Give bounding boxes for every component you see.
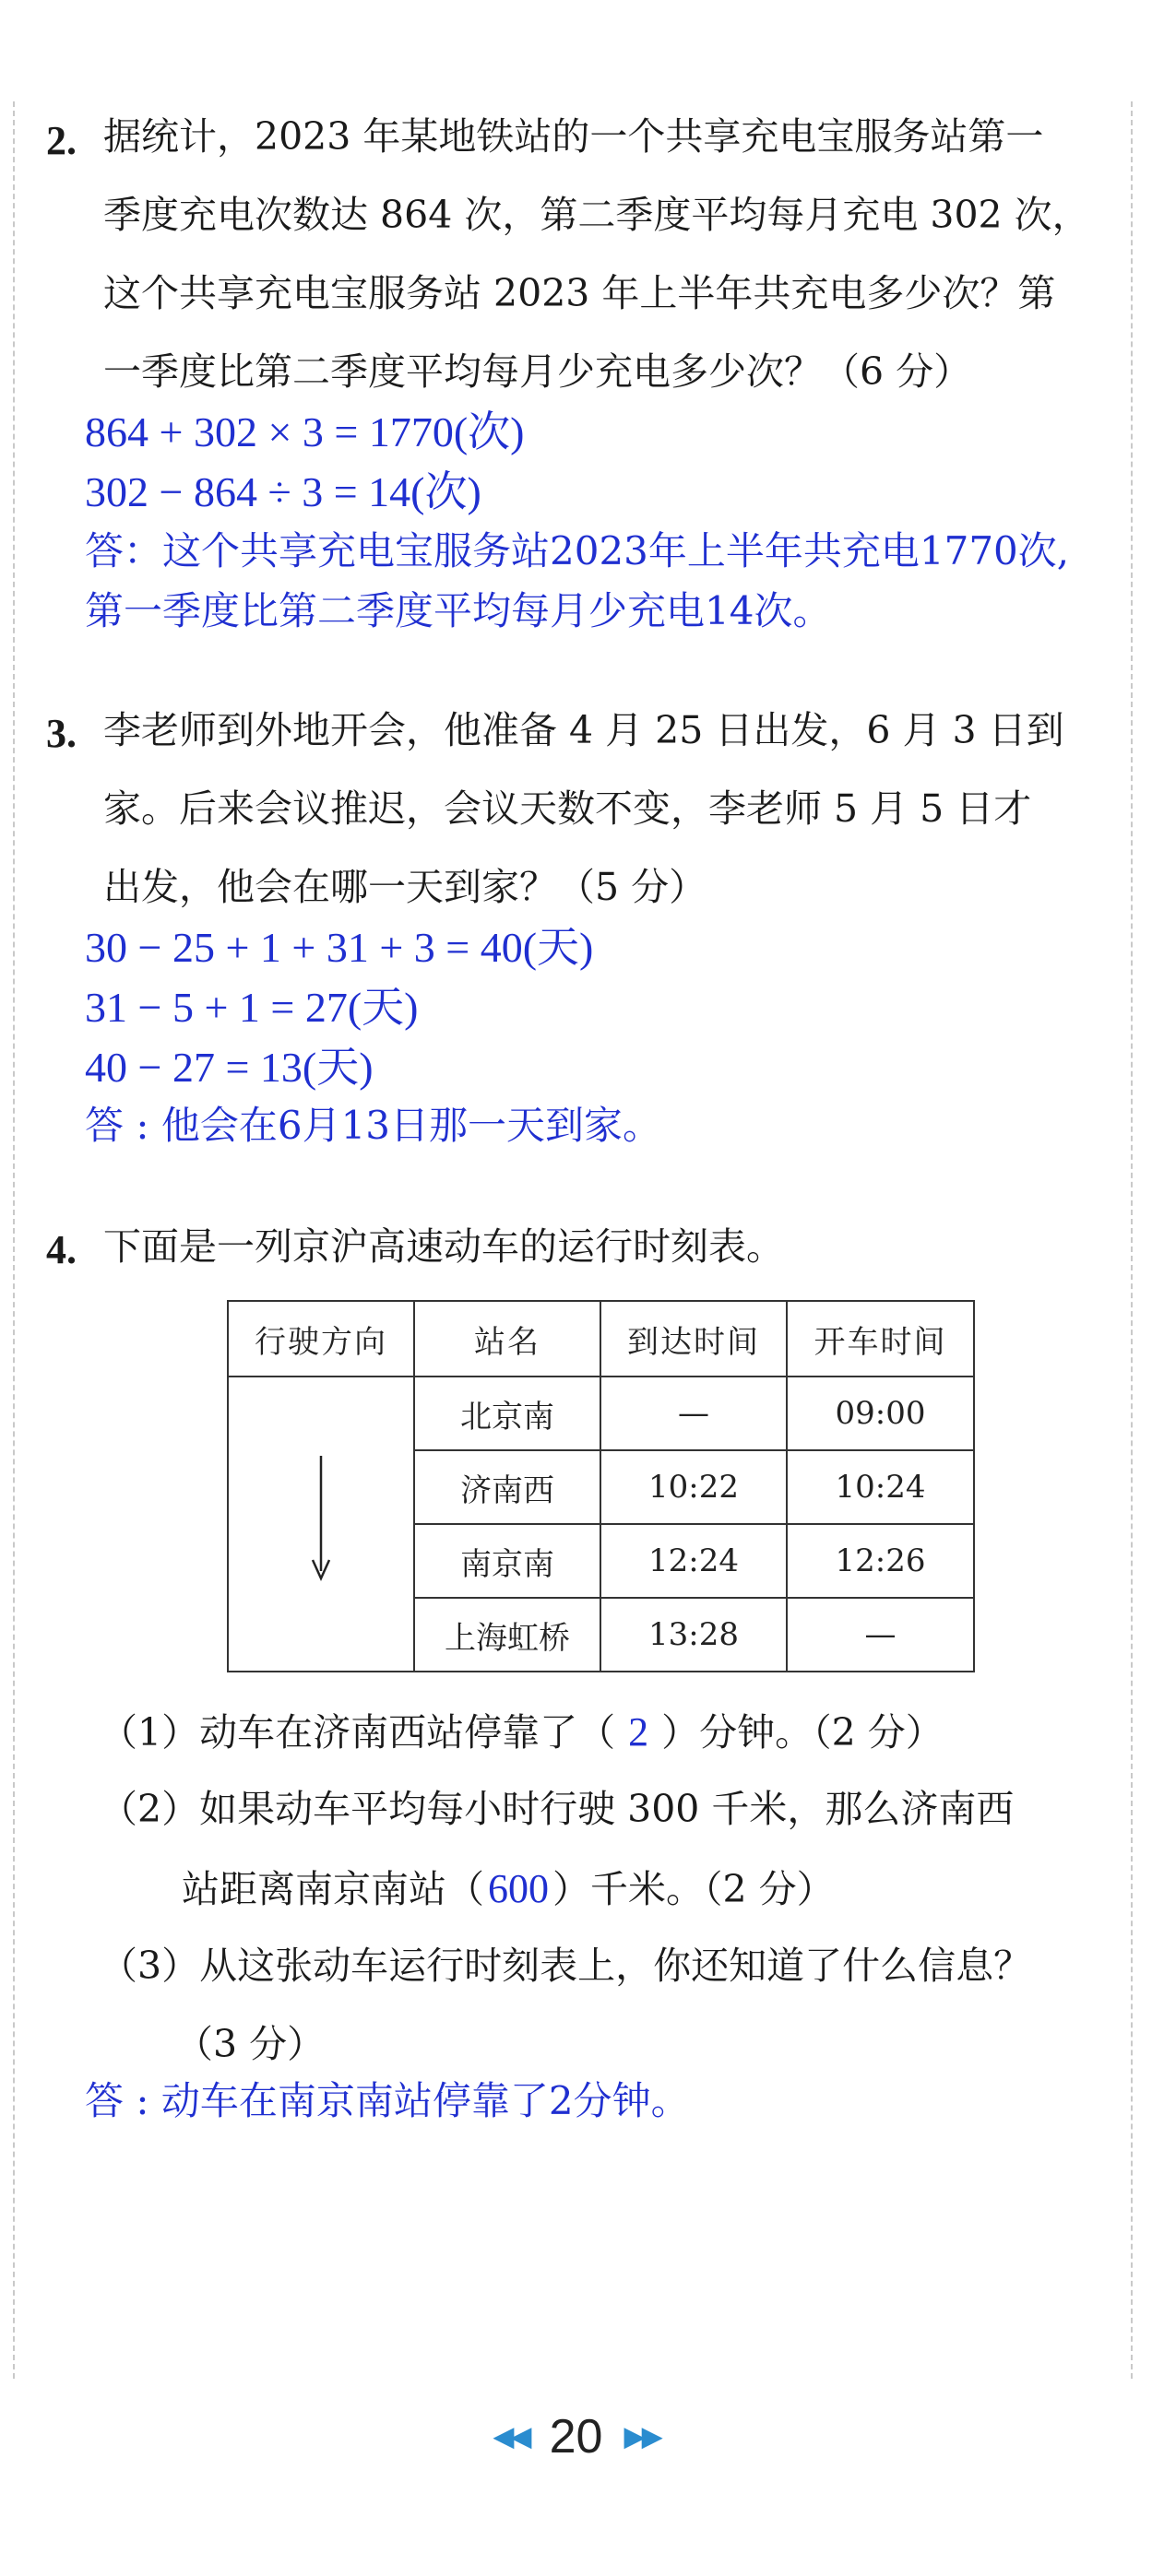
q4-sub2-answer: 600 — [488, 1866, 549, 1911]
q4-sub1-answer: 2 — [628, 1709, 649, 1755]
arrival-cell: 13:28 — [600, 1598, 787, 1672]
header-direction: 行驶方向 — [228, 1301, 414, 1377]
arrival-cell: 10:22 — [600, 1450, 787, 1524]
q3-line-1: 李老师到外地开会，他准备 4 月 25 日出发，6 月 3 日到 — [103, 708, 1064, 752]
prev-page-icon[interactable]: ◀◀ — [493, 2420, 528, 2453]
arrival-cell: — — [600, 1377, 787, 1450]
q2-line-1: 据统计，2023 年某地铁站的一个共享充电宝服务站第一 — [103, 114, 1044, 159]
q4-answer: 答 : 动车在南京南站停靠了2分钟。 — [85, 2078, 690, 2123]
q4-sub1-post: ）分钟。（2 分） — [661, 1710, 944, 1755]
q2-number: 2. — [46, 118, 77, 163]
q3-answer: 答 : 他会在6月13日那一天到家。 — [85, 1103, 662, 1148]
q4-sub3-line-2: （3 分） — [175, 2022, 326, 2066]
table-row — [228, 1377, 974, 1450]
next-page-icon[interactable]: ▶▶ — [624, 2420, 659, 2453]
q3-line-3: 出发，他会在哪一天到家？（5 分） — [103, 865, 707, 909]
q2-calc-1: 864 + 302 × 3 = 1770(次) — [85, 408, 525, 455]
right-dashed-margin — [1131, 101, 1133, 2379]
q3-calc-2: 31 − 5 + 1 = 27(天) — [85, 984, 419, 1031]
station-cell: 南京南 — [414, 1524, 600, 1598]
q4-sub2-post: ）千米。（2 分） — [552, 1867, 835, 1911]
departure-cell: — — [787, 1598, 974, 1672]
q2-answer-1: 答：这个共享充电宝服务站2023年上半年共充电1770次, — [85, 528, 1070, 573]
station-cell: 上海虹桥 — [414, 1598, 600, 1672]
q3-line-2: 家。后来会议推迟，会议天数不变，李老师 5 月 5 日才 — [103, 786, 1032, 831]
timetable — [227, 1300, 975, 1672]
q3-calc-3: 40 − 27 = 13(天) — [85, 1044, 374, 1091]
q2-line-4: 一季度比第二季度平均每月少充电多少次？（6 分） — [103, 349, 972, 394]
header-station: 站名 — [414, 1301, 600, 1377]
q2-line-2: 季度充电次数达 864 次，第二季度平均每月充电 302 次， — [103, 193, 1090, 237]
arrow-down-icon — [307, 1451, 335, 1589]
header-arrival: 到达时间 — [600, 1301, 787, 1377]
q4-intro: 下面是一列京沪高速动车的运行时刻表。 — [103, 1224, 784, 1269]
direction-cell — [228, 1377, 414, 1672]
departure-cell: 10:24 — [787, 1450, 974, 1524]
arrival-cell: 12:24 — [600, 1524, 787, 1598]
departure-cell: 09:00 — [787, 1377, 974, 1450]
q4-sub2-line-1: （2）如果动车平均每小时行驶 300 千米，那么济南西 — [100, 1787, 1015, 1831]
q4-sub1-pre: （1）动车在济南西站停靠了（ — [100, 1710, 616, 1755]
departure-cell: 12:26 — [787, 1524, 974, 1598]
left-dashed-margin — [13, 101, 15, 2379]
q3-number: 3. — [46, 711, 77, 756]
page-number: 20 — [549, 2410, 603, 2464]
q4-sub3-line-1: （3）从这张动车运行时刻表上，你还知道了什么信息？ — [100, 1944, 1032, 1988]
q2-line-3: 这个共享充电宝服务站 2023 年上半年共充电多少次？第 — [103, 271, 1056, 315]
q4-sub2-pre: 站距离南京南站（ — [182, 1867, 484, 1911]
q3-calc-1: 30 − 25 + 1 + 31 + 3 = 40(天) — [85, 924, 594, 971]
timetable-header-row — [228, 1301, 974, 1377]
q4-sub2-line-2 — [182, 1866, 835, 1911]
q2-calc-2: 302 − 864 ÷ 3 = 14(次) — [85, 468, 481, 515]
page-footer — [0, 2409, 1152, 2464]
q2-answer-2: 第一季度比第二季度平均每月少充电14次。 — [85, 588, 832, 633]
q4-number: 4. — [46, 1227, 77, 1272]
header-departure: 开车时间 — [787, 1301, 974, 1377]
q4-sub1 — [100, 1709, 944, 1755]
station-cell: 济南西 — [414, 1450, 600, 1524]
station-cell: 北京南 — [414, 1377, 600, 1450]
